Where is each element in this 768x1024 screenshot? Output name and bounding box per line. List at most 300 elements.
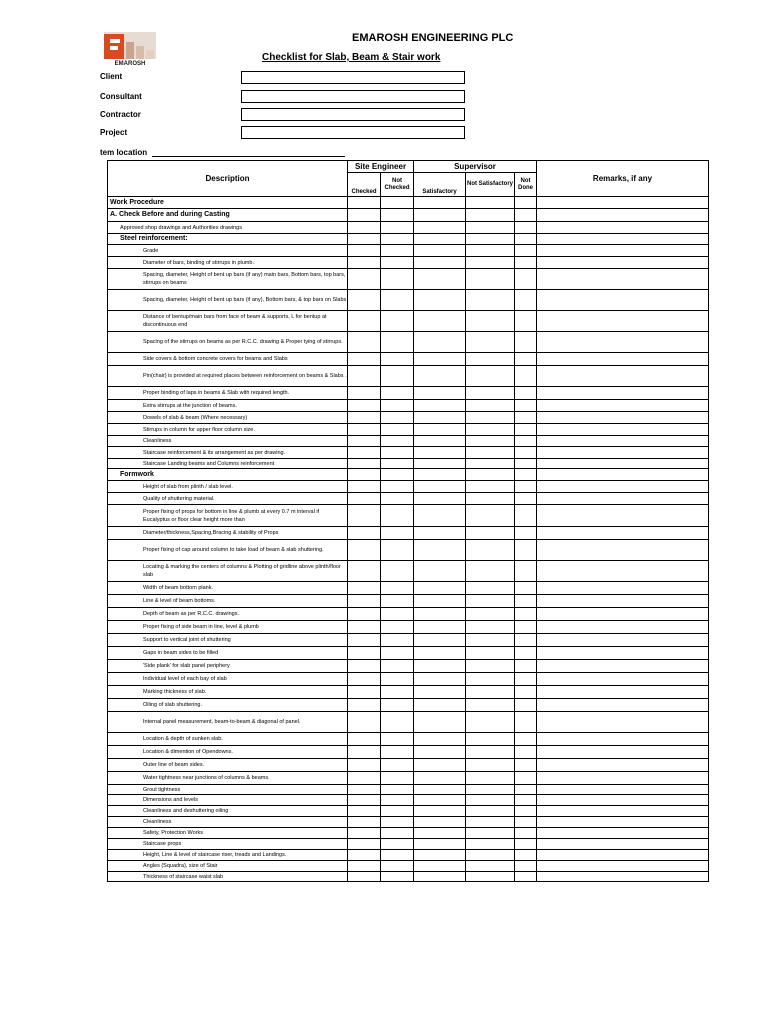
remarks-cell[interactable]	[537, 245, 709, 257]
remarks-cell[interactable]	[537, 412, 709, 424]
remarks-cell[interactable]	[537, 540, 709, 561]
not-checked-cell[interactable]	[381, 459, 414, 469]
not-satisfactory-cell[interactable]	[466, 839, 515, 850]
not-satisfactory-cell[interactable]	[466, 608, 515, 621]
remarks-cell[interactable]	[537, 459, 709, 469]
not-done-cell[interactable]	[515, 424, 537, 436]
checked-cell[interactable]	[348, 759, 381, 772]
not-satisfactory-cell[interactable]	[466, 436, 515, 447]
satisfactory-cell[interactable]	[414, 582, 466, 595]
not-done-cell[interactable]	[515, 527, 537, 540]
contractor-input[interactable]	[241, 108, 465, 121]
remarks-cell[interactable]	[537, 582, 709, 595]
not-done-cell[interactable]	[515, 634, 537, 647]
not-satisfactory-cell[interactable]	[466, 561, 515, 582]
satisfactory-cell[interactable]	[414, 595, 466, 608]
remarks-cell[interactable]	[537, 660, 709, 673]
satisfactory-cell[interactable]	[414, 290, 466, 311]
remarks-cell[interactable]	[537, 699, 709, 712]
not-checked-cell[interactable]	[381, 469, 414, 481]
remarks-cell[interactable]	[537, 733, 709, 746]
not-satisfactory-cell[interactable]	[466, 817, 515, 828]
not-done-cell[interactable]	[515, 311, 537, 332]
not-satisfactory-cell[interactable]	[466, 850, 515, 861]
not-satisfactory-cell[interactable]	[466, 806, 515, 817]
satisfactory-cell[interactable]	[414, 469, 466, 481]
not-done-cell[interactable]	[515, 608, 537, 621]
remarks-cell[interactable]	[537, 785, 709, 795]
checked-cell[interactable]	[348, 332, 381, 353]
not-done-cell[interactable]	[515, 660, 537, 673]
checked-cell[interactable]	[348, 400, 381, 412]
remarks-cell[interactable]	[537, 647, 709, 660]
not-satisfactory-cell[interactable]	[466, 424, 515, 436]
not-done-cell[interactable]	[515, 817, 537, 828]
not-satisfactory-cell[interactable]	[466, 332, 515, 353]
checked-cell[interactable]	[348, 269, 381, 290]
not-satisfactory-cell[interactable]	[466, 733, 515, 746]
remarks-cell[interactable]	[537, 806, 709, 817]
remarks-cell[interactable]	[537, 686, 709, 699]
not-satisfactory-cell[interactable]	[466, 493, 515, 505]
not-satisfactory-cell[interactable]	[466, 861, 515, 872]
remarks-cell[interactable]	[537, 712, 709, 733]
item-location-input[interactable]	[152, 156, 345, 157]
remarks-cell[interactable]	[537, 817, 709, 828]
not-done-cell[interactable]	[515, 699, 537, 712]
not-checked-cell[interactable]	[381, 872, 414, 882]
not-satisfactory-cell[interactable]	[466, 412, 515, 424]
not-done-cell[interactable]	[515, 400, 537, 412]
not-satisfactory-cell[interactable]	[466, 257, 515, 269]
checked-cell[interactable]	[348, 634, 381, 647]
not-satisfactory-cell[interactable]	[466, 872, 515, 882]
remarks-cell[interactable]	[537, 595, 709, 608]
not-checked-cell[interactable]	[381, 387, 414, 400]
satisfactory-cell[interactable]	[414, 772, 466, 785]
not-satisfactory-cell[interactable]	[466, 621, 515, 634]
not-checked-cell[interactable]	[381, 269, 414, 290]
remarks-cell[interactable]	[537, 387, 709, 400]
satisfactory-cell[interactable]	[414, 447, 466, 459]
checked-cell[interactable]	[348, 686, 381, 699]
not-done-cell[interactable]	[515, 469, 537, 481]
checked-cell[interactable]	[348, 806, 381, 817]
satisfactory-cell[interactable]	[414, 686, 466, 699]
satisfactory-cell[interactable]	[414, 493, 466, 505]
not-done-cell[interactable]	[515, 785, 537, 795]
remarks-cell[interactable]	[537, 527, 709, 540]
not-satisfactory-cell[interactable]	[466, 469, 515, 481]
not-checked-cell[interactable]	[381, 828, 414, 839]
not-done-cell[interactable]	[515, 686, 537, 699]
not-satisfactory-cell[interactable]	[466, 447, 515, 459]
remarks-cell[interactable]	[537, 257, 709, 269]
not-checked-cell[interactable]	[381, 795, 414, 806]
not-done-cell[interactable]	[515, 257, 537, 269]
satisfactory-cell[interactable]	[414, 712, 466, 733]
not-checked-cell[interactable]	[381, 234, 414, 245]
checked-cell[interactable]	[348, 839, 381, 850]
checked-cell[interactable]	[348, 209, 381, 222]
not-satisfactory-cell[interactable]	[466, 222, 515, 234]
remarks-cell[interactable]	[537, 505, 709, 527]
satisfactory-cell[interactable]	[414, 436, 466, 447]
checked-cell[interactable]	[348, 366, 381, 387]
not-checked-cell[interactable]	[381, 436, 414, 447]
not-done-cell[interactable]	[515, 673, 537, 686]
not-done-cell[interactable]	[515, 493, 537, 505]
not-done-cell[interactable]	[515, 647, 537, 660]
not-done-cell[interactable]	[515, 366, 537, 387]
not-checked-cell[interactable]	[381, 582, 414, 595]
not-checked-cell[interactable]	[381, 839, 414, 850]
checked-cell[interactable]	[348, 673, 381, 686]
not-done-cell[interactable]	[515, 872, 537, 882]
checked-cell[interactable]	[348, 469, 381, 481]
remarks-cell[interactable]	[537, 493, 709, 505]
remarks-cell[interactable]	[537, 234, 709, 245]
satisfactory-cell[interactable]	[414, 759, 466, 772]
not-done-cell[interactable]	[515, 353, 537, 366]
remarks-cell[interactable]	[537, 621, 709, 634]
satisfactory-cell[interactable]	[414, 621, 466, 634]
not-satisfactory-cell[interactable]	[466, 699, 515, 712]
checked-cell[interactable]	[348, 647, 381, 660]
not-done-cell[interactable]	[515, 746, 537, 759]
remarks-cell[interactable]	[537, 469, 709, 481]
not-satisfactory-cell[interactable]	[466, 828, 515, 839]
not-done-cell[interactable]	[515, 828, 537, 839]
satisfactory-cell[interactable]	[414, 828, 466, 839]
satisfactory-cell[interactable]	[414, 311, 466, 332]
remarks-cell[interactable]	[537, 673, 709, 686]
satisfactory-cell[interactable]	[414, 746, 466, 759]
not-done-cell[interactable]	[515, 447, 537, 459]
not-satisfactory-cell[interactable]	[466, 582, 515, 595]
not-done-cell[interactable]	[515, 772, 537, 785]
checked-cell[interactable]	[348, 412, 381, 424]
checked-cell[interactable]	[348, 699, 381, 712]
not-checked-cell[interactable]	[381, 817, 414, 828]
not-satisfactory-cell[interactable]	[466, 759, 515, 772]
not-done-cell[interactable]	[515, 197, 537, 209]
satisfactory-cell[interactable]	[414, 481, 466, 493]
not-checked-cell[interactable]	[381, 561, 414, 582]
satisfactory-cell[interactable]	[414, 332, 466, 353]
not-done-cell[interactable]	[515, 759, 537, 772]
remarks-cell[interactable]	[537, 828, 709, 839]
satisfactory-cell[interactable]	[414, 806, 466, 817]
not-satisfactory-cell[interactable]	[466, 366, 515, 387]
not-checked-cell[interactable]	[381, 850, 414, 861]
not-done-cell[interactable]	[515, 839, 537, 850]
not-checked-cell[interactable]	[381, 621, 414, 634]
not-done-cell[interactable]	[515, 850, 537, 861]
remarks-cell[interactable]	[537, 872, 709, 882]
satisfactory-cell[interactable]	[414, 733, 466, 746]
remarks-cell[interactable]	[537, 608, 709, 621]
checked-cell[interactable]	[348, 353, 381, 366]
remarks-cell[interactable]	[537, 197, 709, 209]
not-done-cell[interactable]	[515, 582, 537, 595]
remarks-cell[interactable]	[537, 850, 709, 861]
remarks-cell[interactable]	[537, 861, 709, 872]
not-satisfactory-cell[interactable]	[466, 540, 515, 561]
checked-cell[interactable]	[348, 595, 381, 608]
not-checked-cell[interactable]	[381, 447, 414, 459]
not-satisfactory-cell[interactable]	[466, 245, 515, 257]
not-done-cell[interactable]	[515, 222, 537, 234]
satisfactory-cell[interactable]	[414, 400, 466, 412]
not-done-cell[interactable]	[515, 245, 537, 257]
checked-cell[interactable]	[348, 459, 381, 469]
not-checked-cell[interactable]	[381, 733, 414, 746]
not-checked-cell[interactable]	[381, 527, 414, 540]
not-satisfactory-cell[interactable]	[466, 527, 515, 540]
not-done-cell[interactable]	[515, 269, 537, 290]
not-checked-cell[interactable]	[381, 257, 414, 269]
not-satisfactory-cell[interactable]	[466, 686, 515, 699]
checked-cell[interactable]	[348, 861, 381, 872]
not-satisfactory-cell[interactable]	[466, 197, 515, 209]
not-done-cell[interactable]	[515, 806, 537, 817]
satisfactory-cell[interactable]	[414, 527, 466, 540]
not-satisfactory-cell[interactable]	[466, 595, 515, 608]
not-done-cell[interactable]	[515, 621, 537, 634]
remarks-cell[interactable]	[537, 481, 709, 493]
not-satisfactory-cell[interactable]	[466, 634, 515, 647]
not-satisfactory-cell[interactable]	[466, 353, 515, 366]
remarks-cell[interactable]	[537, 839, 709, 850]
not-checked-cell[interactable]	[381, 634, 414, 647]
satisfactory-cell[interactable]	[414, 412, 466, 424]
satisfactory-cell[interactable]	[414, 561, 466, 582]
not-checked-cell[interactable]	[381, 290, 414, 311]
not-done-cell[interactable]	[515, 234, 537, 245]
not-done-cell[interactable]	[515, 332, 537, 353]
not-satisfactory-cell[interactable]	[466, 785, 515, 795]
remarks-cell[interactable]	[537, 222, 709, 234]
not-done-cell[interactable]	[515, 209, 537, 222]
not-satisfactory-cell[interactable]	[466, 772, 515, 785]
remarks-cell[interactable]	[537, 209, 709, 222]
satisfactory-cell[interactable]	[414, 634, 466, 647]
not-checked-cell[interactable]	[381, 699, 414, 712]
remarks-cell[interactable]	[537, 366, 709, 387]
consultant-input[interactable]	[241, 90, 465, 103]
satisfactory-cell[interactable]	[414, 257, 466, 269]
client-input[interactable]	[241, 71, 465, 84]
checked-cell[interactable]	[348, 608, 381, 621]
checked-cell[interactable]	[348, 733, 381, 746]
not-satisfactory-cell[interactable]	[466, 387, 515, 400]
checked-cell[interactable]	[348, 245, 381, 257]
not-satisfactory-cell[interactable]	[466, 795, 515, 806]
not-checked-cell[interactable]	[381, 505, 414, 527]
checked-cell[interactable]	[348, 660, 381, 673]
not-checked-cell[interactable]	[381, 400, 414, 412]
not-checked-cell[interactable]	[381, 197, 414, 209]
remarks-cell[interactable]	[537, 746, 709, 759]
not-checked-cell[interactable]	[381, 660, 414, 673]
not-checked-cell[interactable]	[381, 366, 414, 387]
satisfactory-cell[interactable]	[414, 850, 466, 861]
not-checked-cell[interactable]	[381, 481, 414, 493]
not-checked-cell[interactable]	[381, 772, 414, 785]
not-done-cell[interactable]	[515, 733, 537, 746]
not-satisfactory-cell[interactable]	[466, 269, 515, 290]
checked-cell[interactable]	[348, 561, 381, 582]
satisfactory-cell[interactable]	[414, 540, 466, 561]
not-checked-cell[interactable]	[381, 608, 414, 621]
checked-cell[interactable]	[348, 505, 381, 527]
not-checked-cell[interactable]	[381, 759, 414, 772]
not-done-cell[interactable]	[515, 387, 537, 400]
satisfactory-cell[interactable]	[414, 353, 466, 366]
not-satisfactory-cell[interactable]	[466, 311, 515, 332]
remarks-cell[interactable]	[537, 332, 709, 353]
not-checked-cell[interactable]	[381, 209, 414, 222]
not-satisfactory-cell[interactable]	[466, 712, 515, 733]
not-done-cell[interactable]	[515, 505, 537, 527]
remarks-cell[interactable]	[537, 436, 709, 447]
satisfactory-cell[interactable]	[414, 197, 466, 209]
satisfactory-cell[interactable]	[414, 387, 466, 400]
not-done-cell[interactable]	[515, 436, 537, 447]
not-checked-cell[interactable]	[381, 332, 414, 353]
remarks-cell[interactable]	[537, 353, 709, 366]
remarks-cell[interactable]	[537, 561, 709, 582]
not-satisfactory-cell[interactable]	[466, 209, 515, 222]
checked-cell[interactable]	[348, 828, 381, 839]
remarks-cell[interactable]	[537, 634, 709, 647]
checked-cell[interactable]	[348, 493, 381, 505]
satisfactory-cell[interactable]	[414, 795, 466, 806]
checked-cell[interactable]	[348, 424, 381, 436]
not-done-cell[interactable]	[515, 290, 537, 311]
satisfactory-cell[interactable]	[414, 234, 466, 245]
not-checked-cell[interactable]	[381, 806, 414, 817]
checked-cell[interactable]	[348, 311, 381, 332]
not-checked-cell[interactable]	[381, 424, 414, 436]
not-checked-cell[interactable]	[381, 647, 414, 660]
not-done-cell[interactable]	[515, 540, 537, 561]
not-checked-cell[interactable]	[381, 493, 414, 505]
satisfactory-cell[interactable]	[414, 608, 466, 621]
not-satisfactory-cell[interactable]	[466, 660, 515, 673]
not-satisfactory-cell[interactable]	[466, 746, 515, 759]
checked-cell[interactable]	[348, 290, 381, 311]
satisfactory-cell[interactable]	[414, 245, 466, 257]
not-satisfactory-cell[interactable]	[466, 234, 515, 245]
not-checked-cell[interactable]	[381, 712, 414, 733]
checked-cell[interactable]	[348, 527, 381, 540]
not-satisfactory-cell[interactable]	[466, 290, 515, 311]
checked-cell[interactable]	[348, 772, 381, 785]
not-checked-cell[interactable]	[381, 353, 414, 366]
remarks-cell[interactable]	[537, 290, 709, 311]
remarks-cell[interactable]	[537, 400, 709, 412]
checked-cell[interactable]	[348, 785, 381, 795]
checked-cell[interactable]	[348, 795, 381, 806]
remarks-cell[interactable]	[537, 795, 709, 806]
satisfactory-cell[interactable]	[414, 861, 466, 872]
checked-cell[interactable]	[348, 582, 381, 595]
not-satisfactory-cell[interactable]	[466, 459, 515, 469]
not-satisfactory-cell[interactable]	[466, 400, 515, 412]
remarks-cell[interactable]	[537, 447, 709, 459]
not-checked-cell[interactable]	[381, 245, 414, 257]
not-checked-cell[interactable]	[381, 222, 414, 234]
checked-cell[interactable]	[348, 197, 381, 209]
not-done-cell[interactable]	[515, 561, 537, 582]
checked-cell[interactable]	[348, 850, 381, 861]
not-done-cell[interactable]	[515, 481, 537, 493]
satisfactory-cell[interactable]	[414, 872, 466, 882]
not-checked-cell[interactable]	[381, 412, 414, 424]
remarks-cell[interactable]	[537, 269, 709, 290]
checked-cell[interactable]	[348, 222, 381, 234]
remarks-cell[interactable]	[537, 424, 709, 436]
project-input[interactable]	[241, 126, 465, 139]
checked-cell[interactable]	[348, 817, 381, 828]
satisfactory-cell[interactable]	[414, 817, 466, 828]
checked-cell[interactable]	[348, 712, 381, 733]
checked-cell[interactable]	[348, 872, 381, 882]
not-done-cell[interactable]	[515, 412, 537, 424]
satisfactory-cell[interactable]	[414, 269, 466, 290]
not-done-cell[interactable]	[515, 459, 537, 469]
not-checked-cell[interactable]	[381, 861, 414, 872]
checked-cell[interactable]	[348, 746, 381, 759]
satisfactory-cell[interactable]	[414, 785, 466, 795]
checked-cell[interactable]	[348, 540, 381, 561]
not-done-cell[interactable]	[515, 712, 537, 733]
satisfactory-cell[interactable]	[414, 222, 466, 234]
not-checked-cell[interactable]	[381, 785, 414, 795]
satisfactory-cell[interactable]	[414, 209, 466, 222]
not-done-cell[interactable]	[515, 595, 537, 608]
not-done-cell[interactable]	[515, 795, 537, 806]
satisfactory-cell[interactable]	[414, 660, 466, 673]
not-satisfactory-cell[interactable]	[466, 481, 515, 493]
checked-cell[interactable]	[348, 621, 381, 634]
satisfactory-cell[interactable]	[414, 459, 466, 469]
satisfactory-cell[interactable]	[414, 366, 466, 387]
not-checked-cell[interactable]	[381, 595, 414, 608]
not-checked-cell[interactable]	[381, 686, 414, 699]
satisfactory-cell[interactable]	[414, 505, 466, 527]
remarks-cell[interactable]	[537, 311, 709, 332]
not-satisfactory-cell[interactable]	[466, 647, 515, 660]
checked-cell[interactable]	[348, 234, 381, 245]
satisfactory-cell[interactable]	[414, 424, 466, 436]
not-checked-cell[interactable]	[381, 540, 414, 561]
satisfactory-cell[interactable]	[414, 647, 466, 660]
not-satisfactory-cell[interactable]	[466, 505, 515, 527]
satisfactory-cell[interactable]	[414, 839, 466, 850]
remarks-cell[interactable]	[537, 759, 709, 772]
checked-cell[interactable]	[348, 387, 381, 400]
satisfactory-cell[interactable]	[414, 699, 466, 712]
checked-cell[interactable]	[348, 257, 381, 269]
checked-cell[interactable]	[348, 447, 381, 459]
not-checked-cell[interactable]	[381, 311, 414, 332]
checked-cell[interactable]	[348, 436, 381, 447]
not-done-cell[interactable]	[515, 861, 537, 872]
remarks-cell[interactable]	[537, 772, 709, 785]
